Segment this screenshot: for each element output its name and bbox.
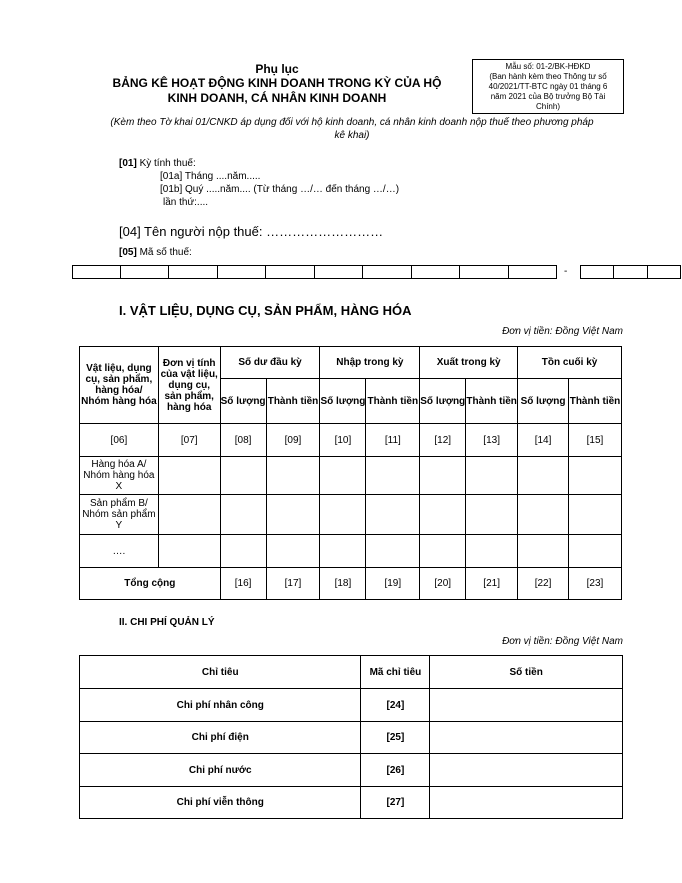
header-amount: Thành tiền [366,379,420,424]
table-row [80,535,622,568]
column-code: [13] [466,424,518,457]
tax-id-suffix-box[interactable] [580,265,614,279]
section-1-currency-unit: Đơn vị tiền: Đồng Việt Nam [502,326,623,337]
total-row [80,568,622,600]
table-cell[interactable] [518,495,569,535]
section-2-heading: II. CHI PHÍ QUẢN LÝ [119,617,215,628]
field-label: Kỳ tính thuế: [136,158,196,169]
total-label: Tổng cộng [80,568,221,600]
field-code: [01] [119,158,137,169]
table-cell[interactable] [266,495,320,535]
table-cell[interactable] [320,535,366,568]
total-code: [23] [569,568,622,600]
header-material: Vật liệu, dụng cụ, sản phẩm, hàng hóa/ Nhóm hàng hóa [80,347,159,424]
header-quantity: Số lượng [518,379,569,424]
cost-item-label: Chi phí nước [80,754,361,787]
inventory-table [79,346,622,600]
table-cell[interactable] [158,495,220,535]
table-cell[interactable] [518,535,569,568]
total-code: [18] [320,568,366,600]
cost-item-code: [27] [361,787,430,819]
subtitle-line-1: (Kèm theo Tờ khai 01/CNKD áp dụng đối với hộ kinh doanh, cá nhân kinh doanh nộp thuế theo phương pháp [110,117,594,128]
table-cell[interactable] [569,495,622,535]
table-cell[interactable] [158,457,220,495]
header-opening-balance: Số dư đầu kỳ [220,347,320,379]
header-code: Mã chỉ tiêu [361,656,430,689]
column-code: [15] [569,424,622,457]
table-cell[interactable] [466,457,518,495]
cost-item-code: [26] [361,754,430,787]
title-line-2: KINH DOANH, CÁ NHÂN KINH DOANH [167,91,387,105]
tax-id-digit-box[interactable] [217,265,266,279]
total-code: [21] [466,568,518,600]
table-cell[interactable] [420,495,466,535]
header-amount: Thành tiền [466,379,518,424]
total-code: [22] [518,568,569,600]
table-row [80,495,622,535]
table-cell[interactable] [220,457,266,495]
table-cell[interactable] [366,457,420,495]
form-code-box [472,59,624,114]
tax-period-quarter: [01b] Quý .....năm.... (Từ tháng …/… đến tháng …/…) [160,184,400,195]
tax-id-label [119,246,192,259]
tax-id-digit-box[interactable] [459,265,509,279]
header-quantity: Số lượng [220,379,266,424]
field-code: [05] [119,247,137,258]
table-cell[interactable] [266,535,320,568]
column-code: [06] [80,424,159,457]
tax-id-digit-box[interactable] [265,265,315,279]
section-1-heading: I. VẬT LIỆU, DỤNG CỤ, SẢN PHẨM, HÀNG HÓA [119,303,412,318]
table-cell[interactable] [320,495,366,535]
code-row [80,424,622,457]
table-cell[interactable] [420,457,466,495]
cost-item-label: Chi phí điện [80,722,361,754]
subtitle-line-2: kê khai) [334,130,370,141]
table-row [80,722,623,754]
table-row [80,787,623,819]
table-cell[interactable] [366,495,420,535]
header-amount: Thành tiền [266,379,320,424]
table-cell[interactable] [420,535,466,568]
total-code: [19] [366,568,420,600]
tax-id-digit-box[interactable] [72,265,121,279]
management-cost-table [79,655,623,819]
form-code-line: Chính) [535,102,560,111]
tax-period-field [119,157,196,170]
total-code: [20] [420,568,466,600]
header-amount: Thành tiền [569,379,622,424]
table-cell[interactable] [320,457,366,495]
table-row [80,689,623,722]
cost-item-code: [24] [361,689,430,722]
cost-amount-cell[interactable] [430,787,623,819]
tax-id-digit-box[interactable] [314,265,363,279]
cost-item-label: Chi phí nhân công [80,689,361,722]
cost-amount-cell[interactable] [430,689,623,722]
table-cell[interactable] [466,535,518,568]
tax-id-digit-box[interactable] [362,265,412,279]
table-cell[interactable] [466,495,518,535]
column-code: [07] [158,424,220,457]
header-unit: Đơn vị tính của vật liệu, dụng cụ, sản phẩm, hàng hóa [158,347,220,424]
header-imports: Nhập trong kỳ [320,347,420,379]
column-code: [09] [266,424,320,457]
cost-item-code: [25] [361,722,430,754]
table-cell[interactable] [569,457,622,495]
table-cell[interactable] [366,535,420,568]
tax-period-month: [01a] Tháng ....năm..... [160,171,261,182]
cost-item-label: Chi phí viễn thông [80,787,361,819]
document-title [78,62,476,106]
header-item: Chỉ tiêu [80,656,361,689]
column-code: [14] [518,424,569,457]
table-cell[interactable] [266,457,320,495]
column-code: [12] [420,424,466,457]
submission-count: lần thứ:.... [163,197,209,208]
header-amount: Số tiền [430,656,623,689]
cost-amount-cell[interactable] [430,754,623,787]
table-cell[interactable] [518,457,569,495]
form-code-line: năm 2021 của Bộ trưởng Bộ Tài [490,92,606,101]
table-cell[interactable] [220,495,266,535]
taxpayer-name-field: [04] Tên người nộp thuế: ……………………… [119,224,384,239]
header-exports: Xuất trong kỳ [420,347,518,379]
section-2-currency-unit: Đơn vị tiền: Đồng Việt Nam [502,636,623,647]
document-subtitle [78,116,626,142]
tax-id-digit-box[interactable] [120,265,169,279]
tax-id-digit-box[interactable] [168,265,218,279]
row-label: Hàng hóa A/ Nhóm hàng hóa X [80,457,159,495]
appendix-label: Phụ lục [255,62,299,76]
column-code: [08] [220,424,266,457]
form-code-line: 40/2021/TT-BTC ngày 01 tháng 6 [488,82,608,91]
column-code: [10] [320,424,366,457]
table-row [80,457,622,495]
table-row [80,754,623,787]
table-cell[interactable] [569,535,622,568]
tax-id-digit-box[interactable] [508,265,557,279]
table-cell[interactable] [220,535,266,568]
form-code-line: Mẫu số: 01-2/BK-HĐKD [505,62,591,71]
tax-id-digit-box[interactable] [411,265,460,279]
title-line-1: BẢNG KÊ HOẠT ĐỘNG KINH DOANH TRONG KỲ CỦA HỘ [112,76,442,90]
header-closing-balance: Tồn cuối kỳ [518,347,622,379]
tax-id-suffix-box[interactable] [647,265,681,279]
tax-id-suffix-box[interactable] [613,265,648,279]
row-label: Sản phẩm B/ Nhóm sản phẩm Y [80,495,159,535]
row-label: …. [80,535,159,568]
cost-amount-cell[interactable] [430,722,623,754]
total-code: [16] [220,568,266,600]
tax-id-dash: - [564,266,568,277]
header-quantity: Số lượng [420,379,466,424]
field-label: Mã số thuế: [136,247,192,258]
column-code: [11] [366,424,420,457]
form-code-line: (Ban hành kèm theo Thông tư số [489,72,607,81]
header-quantity: Số lượng [320,379,366,424]
table-cell[interactable] [158,535,220,568]
total-code: [17] [266,568,320,600]
